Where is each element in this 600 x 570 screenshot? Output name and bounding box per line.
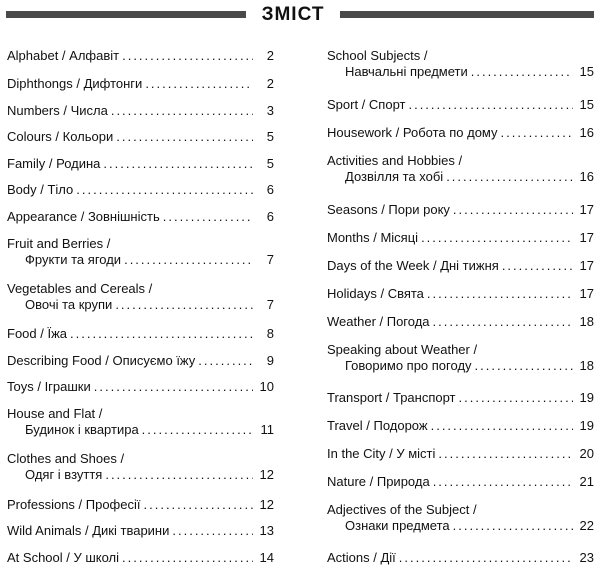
page-number: 21 [579, 474, 594, 489]
dot-leader [475, 358, 573, 374]
dot-leader [453, 202, 573, 218]
toc-entry-title: Food / Їжа [7, 326, 68, 341]
toc-entry-title: Transport / Транспорт [327, 390, 456, 405]
page-number: 5 [266, 156, 274, 171]
toc-entry[interactable] [7, 497, 274, 513]
page-number: 10 [259, 379, 274, 394]
toc-entry[interactable] [327, 502, 594, 534]
page-number: 17 [579, 202, 594, 217]
toc-entry-title: Clothes and Shoes / [7, 451, 125, 466]
toc-entry-title: Days of the Week / Дні тижня [327, 258, 499, 273]
toc-entry-title: Alphabet / Алфавіт [7, 48, 120, 63]
page-number: 15 [579, 97, 594, 112]
toc-entry-title: Describing Food / Описуємо їжу [7, 353, 196, 368]
toc-entry-title: School Subjects / [327, 48, 428, 63]
toc-entry[interactable] [7, 156, 274, 172]
page-number: 6 [266, 209, 274, 224]
toc-entry-title: Diphthongs / Дифтонги [7, 76, 143, 91]
dot-leader [103, 156, 253, 172]
page-number: 19 [579, 418, 594, 433]
page-number: 7 [266, 252, 274, 267]
dot-leader [111, 103, 253, 119]
toc-entry[interactable] [7, 406, 274, 438]
page-number: 6 [266, 182, 274, 197]
dot-leader [446, 169, 573, 185]
toc-entry-subtitle: Навчальні предмети [345, 64, 468, 79]
toc-entry-title: Activities and Hobbies / [327, 153, 463, 168]
page-number: 18 [579, 314, 594, 329]
page-number: 15 [579, 64, 594, 79]
dot-leader [433, 314, 573, 330]
dot-leader [438, 446, 573, 462]
dot-leader [459, 390, 573, 406]
toc-entry-title: Body / Тіло [7, 182, 74, 197]
toc-entry[interactable] [327, 474, 594, 490]
toc-entry-title: Housework / Робота по дому [327, 125, 498, 140]
dot-leader [94, 379, 253, 395]
header-rule-right [340, 11, 594, 18]
toc-entry-title: Professions / Професії [7, 497, 141, 512]
page-number: 17 [579, 286, 594, 301]
toc-entry-subtitle: Ознаки предмета [345, 518, 450, 533]
header-rule-left [6, 11, 246, 18]
page-number: 16 [579, 125, 594, 140]
toc-entry[interactable] [327, 390, 594, 406]
dot-leader [408, 97, 573, 113]
dot-leader [76, 182, 253, 198]
page-number: 9 [266, 353, 274, 368]
toc-entry[interactable] [7, 209, 274, 225]
toc-entry[interactable] [7, 103, 274, 119]
toc-entry-title: Wild Animals / Дикі тварини [7, 523, 170, 538]
toc-entry-title: House and Flat / [7, 406, 103, 421]
toc-entry[interactable] [327, 418, 594, 434]
dot-leader [163, 209, 253, 225]
dot-leader [122, 48, 253, 64]
dot-leader [501, 125, 573, 141]
toc-entry-title: Vegetables and Cereals / [7, 281, 153, 296]
toc-entry[interactable] [327, 446, 594, 462]
dot-leader [399, 550, 573, 566]
toc-entry[interactable] [327, 258, 594, 274]
toc-entry-title: Colours / Кольори [7, 129, 114, 144]
toc-entry-title: Numbers / Числа [7, 103, 108, 118]
toc-entry[interactable] [327, 230, 594, 246]
toc-entry-subtitle: Дозвілля та хобі [345, 169, 444, 184]
toc-entry[interactable] [7, 236, 274, 268]
page-number: 3 [266, 103, 274, 118]
dot-leader [116, 129, 253, 145]
page-number: 14 [259, 550, 274, 565]
dot-leader [70, 326, 253, 342]
toc-entry[interactable] [7, 353, 274, 369]
page-number: 13 [259, 523, 274, 538]
toc-entry-title: Sport / Спорт [327, 97, 406, 112]
dot-leader [142, 422, 253, 438]
toc-entry-subtitle: Фрукти та ягоди [25, 252, 122, 267]
toc-entry[interactable] [327, 202, 594, 218]
toc-entry-title: Adjectives of the Subject / [327, 502, 477, 517]
dot-leader [144, 497, 254, 513]
toc-entry-subtitle: Овочі та крупи [25, 297, 113, 312]
toc-entry-title: Fruit and Berries / [7, 236, 111, 251]
toc-entry[interactable] [327, 550, 594, 566]
toc-entry[interactable] [7, 550, 274, 566]
toc-entry-title: Holidays / Свята [327, 286, 424, 301]
toc-entry-subtitle: Будинок і квартира [25, 422, 139, 437]
toc-entry[interactable] [7, 76, 274, 92]
dot-leader [427, 286, 573, 302]
page-title: ЗМІСТ [261, 4, 325, 25]
toc-entry-title: Weather / Погода [327, 314, 430, 329]
dot-leader [122, 550, 253, 566]
toc-entry-title: Travel / Подорож [327, 418, 428, 433]
toc-entry-title: Months / Місяці [327, 230, 419, 245]
toc-entry-title: Actions / Дії [327, 550, 396, 565]
toc-entry[interactable] [7, 48, 274, 64]
dot-leader [431, 418, 573, 434]
page-number: 22 [579, 518, 594, 533]
toc-entry[interactable] [327, 125, 594, 141]
page-number: 20 [579, 446, 594, 461]
dot-leader [471, 64, 573, 80]
toc-entry[interactable] [7, 182, 274, 198]
page-number: 17 [579, 258, 594, 273]
dot-leader [172, 523, 253, 539]
toc-entry[interactable] [327, 314, 594, 330]
toc-entry-title: Toys / Іграшки [7, 379, 91, 394]
page-number: 8 [266, 326, 274, 341]
toc-entry[interactable] [7, 326, 274, 342]
toc-entry-title: Seasons / Пори року [327, 202, 450, 217]
toc-entry-title: Family / Родина [7, 156, 101, 171]
toc-header [0, 0, 600, 30]
toc-entry-title: Speaking about Weather / [327, 342, 478, 357]
page-number: 23 [579, 550, 594, 565]
page-number: 19 [579, 390, 594, 405]
toc-entry[interactable] [7, 281, 274, 313]
dot-leader [105, 467, 253, 483]
toc-entry-title: In the City / У місті [327, 446, 436, 461]
toc-entry-title: Appearance / Зовнішність [7, 209, 160, 224]
dot-leader [433, 474, 573, 490]
toc-entry[interactable] [7, 523, 274, 539]
page-number: 12 [259, 497, 274, 512]
toc-entry[interactable] [7, 379, 274, 395]
toc-entry-subtitle: Одяг і взуття [25, 467, 103, 482]
page-number: 11 [260, 422, 274, 437]
page-number: 2 [266, 48, 274, 63]
dot-leader [198, 353, 253, 369]
dot-leader [145, 76, 253, 92]
dot-leader [502, 258, 573, 274]
toc-entry[interactable] [7, 129, 274, 145]
dot-leader [115, 297, 253, 313]
page-number: 7 [266, 297, 274, 312]
page-number: 2 [266, 76, 274, 91]
toc-entry[interactable] [327, 153, 594, 185]
page-number: 18 [579, 358, 594, 373]
toc-entry[interactable] [327, 48, 594, 80]
toc-entry[interactable] [7, 451, 274, 483]
toc-entry[interactable] [327, 286, 594, 302]
page-number: 5 [266, 129, 274, 144]
dot-leader [453, 518, 573, 534]
toc-entry[interactable] [327, 342, 594, 374]
toc-entry-title: Nature / Природа [327, 474, 430, 489]
page-number: 12 [259, 467, 274, 482]
toc-entry[interactable] [327, 97, 594, 113]
page-number: 17 [579, 230, 594, 245]
toc-entry-subtitle: Говоримо про погоду [345, 358, 472, 373]
toc-entry-title: At School / У школі [7, 550, 120, 565]
dot-leader [124, 252, 253, 268]
dot-leader [421, 230, 573, 246]
page-number: 16 [579, 169, 594, 184]
